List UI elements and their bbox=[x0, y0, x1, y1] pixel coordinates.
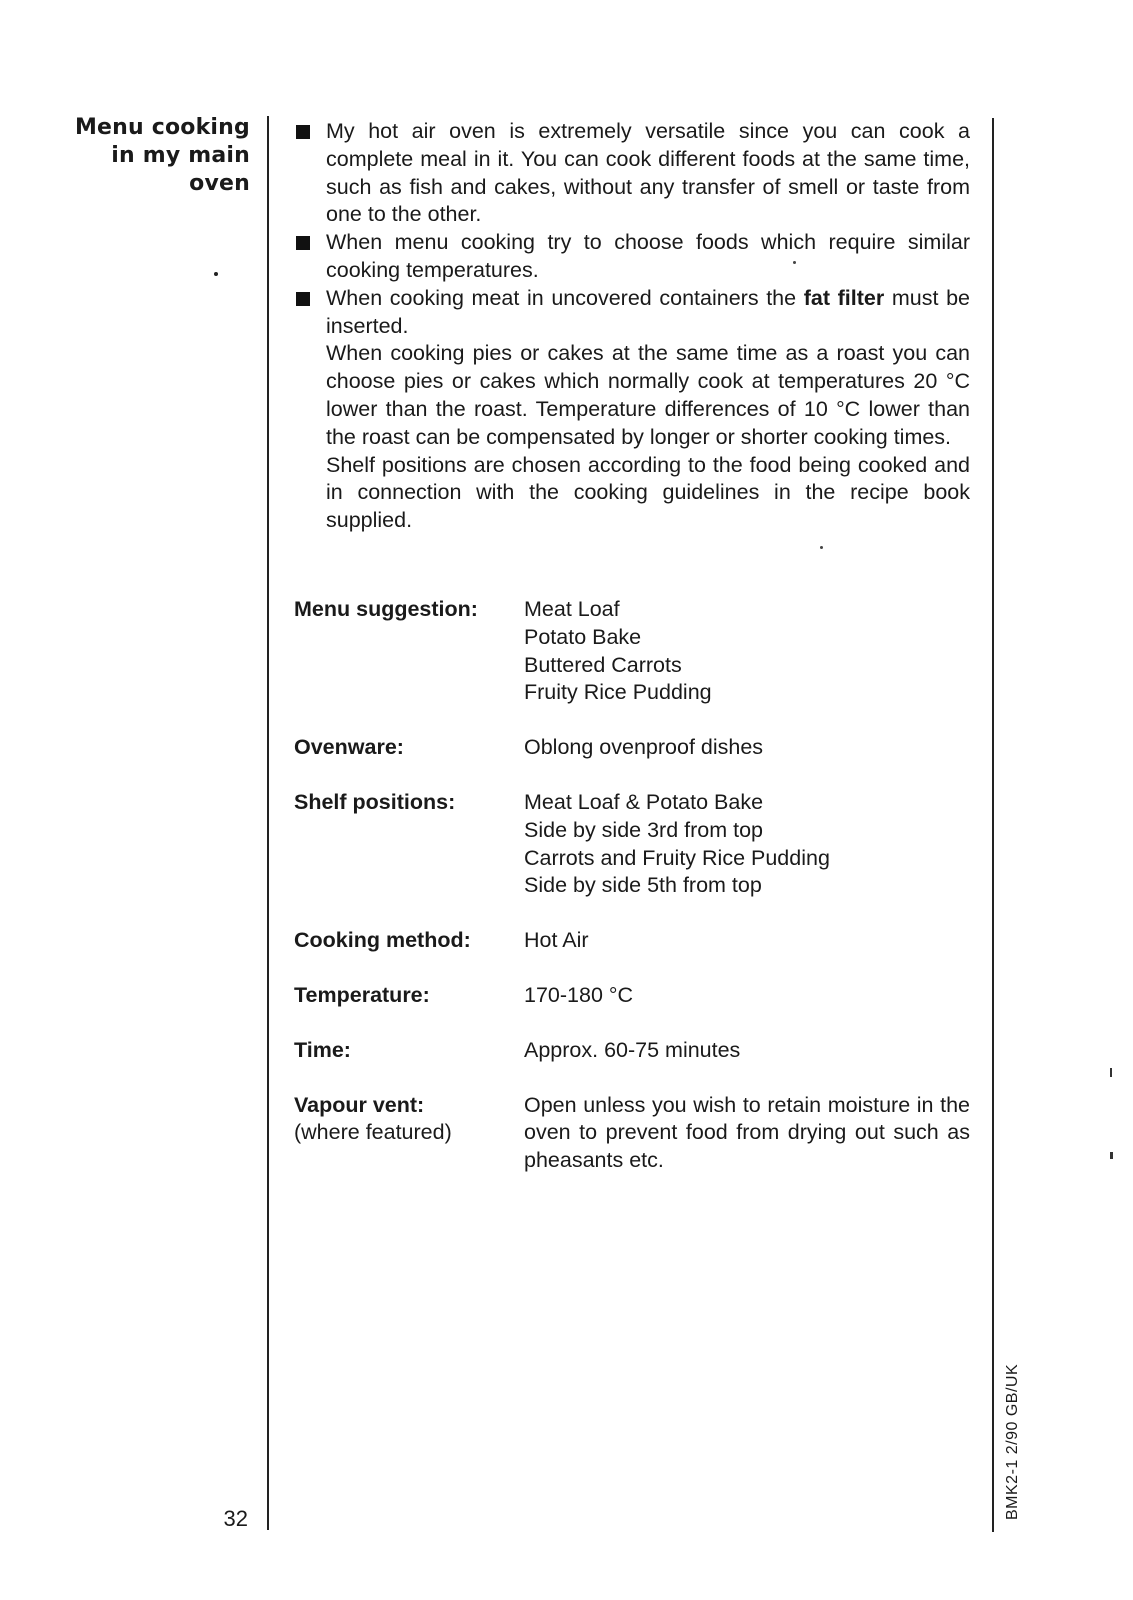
margin-dot bbox=[214, 272, 218, 276]
spec-value: Fruity Rice Pudding bbox=[524, 680, 712, 705]
menu-specs bbox=[294, 596, 970, 1175]
page-number: 32 bbox=[223, 1506, 248, 1531]
spec-row-ovenware bbox=[294, 734, 970, 762]
bullet-text: When menu cooking try to choose foods which require similar cooking temperatures. bbox=[326, 230, 970, 282]
spec-value: Carrots and Fruity Rice Pudding bbox=[524, 845, 830, 870]
section-heading-line-1: Menu cooking bbox=[74, 115, 250, 140]
edge-mark bbox=[1110, 1152, 1113, 1159]
spec-value: Meat Loaf & Potato Bake bbox=[524, 789, 764, 814]
spec-label: Ovenware: bbox=[294, 735, 404, 760]
shelf-positions-paragraph: Shelf positions are chosen according to the food being cooked and in connection with the cooking guidelines in the recipe book supplied. bbox=[326, 452, 970, 533]
section-heading-line-2: in my main bbox=[111, 143, 250, 168]
spec-value: Approx. 60-75 minutes bbox=[524, 1037, 741, 1062]
bullet-text bbox=[326, 285, 970, 341]
spec-value: Meat Loaf bbox=[524, 597, 620, 621]
bullet-text-start: When cooking meat in uncovered containers the bbox=[326, 285, 804, 310]
spec-row-vapour-vent bbox=[294, 1092, 970, 1175]
spec-row-shelf-positions bbox=[294, 789, 970, 900]
spec-value: Buttered Carrots bbox=[524, 652, 682, 677]
bullet-item-fat-filter bbox=[294, 285, 970, 535]
spec-label: Vapour vent: bbox=[294, 1092, 425, 1117]
spec-row-menu-suggestion bbox=[294, 596, 970, 707]
edge-mark bbox=[1110, 1068, 1112, 1077]
spec-label: Temperature: bbox=[294, 982, 430, 1007]
intro-text bbox=[294, 118, 970, 535]
square-bullet-icon bbox=[296, 236, 310, 250]
spec-sublabel: (where featured) bbox=[294, 1120, 452, 1145]
spec-value: Hot Air bbox=[524, 928, 589, 953]
document-code: BMK2-1 2/90 GB/UK bbox=[1004, 1363, 1021, 1520]
spec-label: Cooking method: bbox=[294, 928, 471, 953]
bullet-text: My hot air oven is extremely versatile since you can cook a complete meal in it. You can cook different foods at the same time, such as fish and cakes, without any transfer of smell or taste from one to the other. bbox=[326, 119, 970, 227]
spec-label: Time: bbox=[294, 1037, 351, 1062]
square-bullet-icon bbox=[296, 292, 310, 306]
spec-row-cooking-method bbox=[294, 927, 970, 955]
spec-value: Side by side 3rd from top bbox=[524, 817, 764, 842]
spec-value: Side by side 5th from top bbox=[524, 873, 762, 898]
print-speck bbox=[793, 261, 796, 264]
section-heading-line-3: oven bbox=[189, 171, 250, 196]
section-heading bbox=[60, 114, 250, 198]
spec-label: Shelf positions: bbox=[294, 789, 456, 814]
bullet-item-similar-temperatures bbox=[294, 229, 970, 285]
spec-value: Oblong ovenproof dishes bbox=[524, 735, 764, 760]
spec-value: Open unless you wish to retain moisture in the oven to prevent food from drying out such as pheasants etc. bbox=[524, 1092, 970, 1173]
spec-row-time bbox=[294, 1037, 970, 1065]
left-column-rule bbox=[267, 116, 269, 1530]
print-speck bbox=[820, 546, 823, 549]
spec-value: 170-180 °C bbox=[524, 982, 634, 1007]
spec-value: Potato Bake bbox=[524, 624, 642, 649]
right-column-rule bbox=[992, 118, 994, 1532]
bullet-item-versatile bbox=[294, 118, 970, 229]
bullet-text-end: must be inserted. bbox=[326, 285, 970, 338]
spec-label: Menu suggestion: bbox=[294, 597, 478, 621]
square-bullet-icon bbox=[296, 125, 310, 139]
pies-and-cakes-paragraph: When cooking pies or cakes at the same time as a roast you can choose pies or cakes which normally cook at temperatures 20 °C lower than the roast. Temperature differences of 10 °C lower than the roast can be compensated by longer or shorter cooking times. bbox=[326, 341, 970, 449]
fat-filter-term: fat filter bbox=[803, 285, 885, 310]
spec-row-temperature bbox=[294, 982, 970, 1010]
